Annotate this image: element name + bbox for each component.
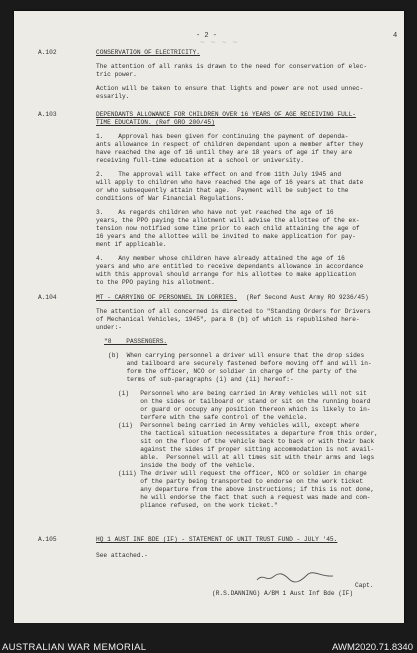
a104-b-l1: (b) When carrying personnel a driver will ensure that the drop sides (108, 352, 365, 359)
section-heading: MT - CARRYING OF PERSONNEL IN LORRIES. (96, 294, 238, 301)
a103-p3-l1: 3. As regards children who have not yet reached the age of 16 (96, 209, 334, 216)
a103-p2-l3: or who subsequently attain that age. Payment will be subject to the (96, 187, 349, 194)
a103-p4-l4: to the PPO paying his allotment. (96, 279, 215, 286)
item-ii-l3: sit on the floor of the vehicle back to back or with their back (118, 438, 375, 445)
a104-b-l2: and tailboard are securely fastened before moving off and will in- (108, 360, 372, 367)
item-i-l1: (i) Personnel who are being carried in Army vehicles will not sit (118, 390, 367, 397)
a102-line-5: essarily. (96, 93, 130, 100)
see-attached: See attached.- (96, 552, 148, 559)
corner-mark: 4 (393, 32, 398, 40)
a103-p2-l1: 2. The approval will take effect on and from 11th July 1945 and (96, 171, 342, 178)
para-8-heading: "8 PASSENGERS. (104, 338, 168, 345)
a103-p4-l1: 4. Any member whose children have already attained the age of 16 (96, 255, 345, 262)
footer-institution: AUSTRALIAN WAR MEMORIAL (2, 642, 147, 653)
item-iii-l1: (iii) The driver will request the officer, NCO or soldier in charge (118, 470, 367, 477)
item-i-l4: terfere with the safe control of the vehicle. (118, 414, 308, 421)
item-ii-l5: able. Personnel will at all times sit with their arms and legs (118, 454, 375, 461)
a104-intro-l3: under:- (96, 324, 122, 331)
a104-intro-l2: of Mechanical Vehicles, 1945", para 8 (b) of which is republished here- (96, 316, 360, 323)
footer-accession: AWM2020.71.8340 (332, 642, 413, 653)
item-ii-l4: against the sides if proper sitting accommodation is not avail- (118, 446, 375, 453)
item-i-l2: on the sides or tailboard or stand or sit on the running board (118, 398, 371, 405)
a102-line-4: Action will be taken to ensure that lights and power are not used unnec- (96, 85, 364, 92)
signature-rank: Capt. (355, 582, 374, 589)
a102-line-1: The attention of all ranks is drawn to the need for conservation of elec- (96, 63, 368, 70)
item-iii-l2: of the party being transported to endorse on the work ticket (118, 478, 364, 485)
a103-p3-l2: years, the PPO paying the allotment will advise the allottee of the ex- (96, 217, 360, 224)
a103-p3-l5: ment if applicable. (96, 241, 167, 248)
section-number: A.103 (38, 111, 57, 118)
item-i-l3: or guard or occupy any position thereon which is likely to in- (118, 406, 371, 413)
section-heading-cont: TIME EDUCATION. (Ref GRO 200/45) (96, 119, 215, 126)
a104-intro-l1: The attention of all concerned is directed to "Standing Orders for Drivers (96, 308, 371, 315)
a104-b-l3: form the officer, NCO or soldier in charge of the party of the (108, 368, 357, 375)
a103-p4-l3: with this approval should arrange for his allottee to make application (96, 271, 356, 278)
section-number: A.104 (38, 294, 57, 301)
item-iii-l4: he will endorse the fact that such a request was made and com- (118, 494, 371, 501)
a103-p1-l4: receiving full-time education at a school or university. (96, 157, 304, 164)
a104-b-l4: terms of sub-paragraphs (i) and (ii) hereof:- (108, 376, 294, 383)
signature-name: (R.S.DANNING) A/BM 1 Aust Inf Bde (IF) (212, 590, 354, 597)
a103-p1-l2: ants allowance in respect of children dependant upon a member after they (96, 141, 364, 148)
a103-p3-l3: tension now notified some time prior to each child attaining the age of (96, 225, 360, 232)
handwritten-signature (255, 571, 335, 583)
a103-p2-l2: will apply to children who have reached the age of 16 years at that date (96, 179, 364, 186)
faint-stamp: ~ ~ ~ ~ (200, 38, 240, 47)
section-number: A.105 (38, 536, 57, 543)
item-ii-l1: (ii) Personnel being carried in Army vehicles will, except where (118, 422, 360, 429)
page-number: - 2 - (196, 32, 218, 40)
section-ref: (Ref Second Aust Army RO 9236/45) (246, 294, 369, 301)
a103-p1-l3: have reached the age of 16 until they are 18 years of age if they are (96, 149, 353, 156)
item-iii-l5: pliance refused, on the work ticket." (118, 502, 278, 509)
item-ii-l6: inside the body of the vehicle. (118, 462, 256, 469)
a103-p3-l4: 16 years and the allottee will be invited to make application for pay- (96, 233, 356, 240)
section-heading: CONSERVATION OF ELECTRICITY. (96, 49, 200, 56)
a103-p4-l2: years and who are entitled to receive dependants allowance in accordance (96, 263, 364, 270)
a102-line-2: tric power. (96, 71, 137, 78)
item-ii-l2: the tactical situation necessitates a departure from this order, (118, 430, 378, 437)
section-heading: DEPENDANTS ALLOWANCE FOR CHILDREN OVER 16 YEARS OF AGE RECEIVING FULL- (96, 111, 356, 118)
a103-p2-l4: conditions of War Financial Regulations. (96, 195, 245, 202)
item-iii-l3: any departure from the above instructions; if this is not done, (118, 486, 375, 493)
section-heading: HQ 1 AUST INF BDE (IF) - STATEMENT OF UNIT TRUST FUND - JULY '45. (96, 536, 338, 543)
section-number: A.102 (38, 49, 57, 56)
a103-p1-l1: 1. Approval has been given for continuing the payment of dependa- (96, 133, 349, 140)
